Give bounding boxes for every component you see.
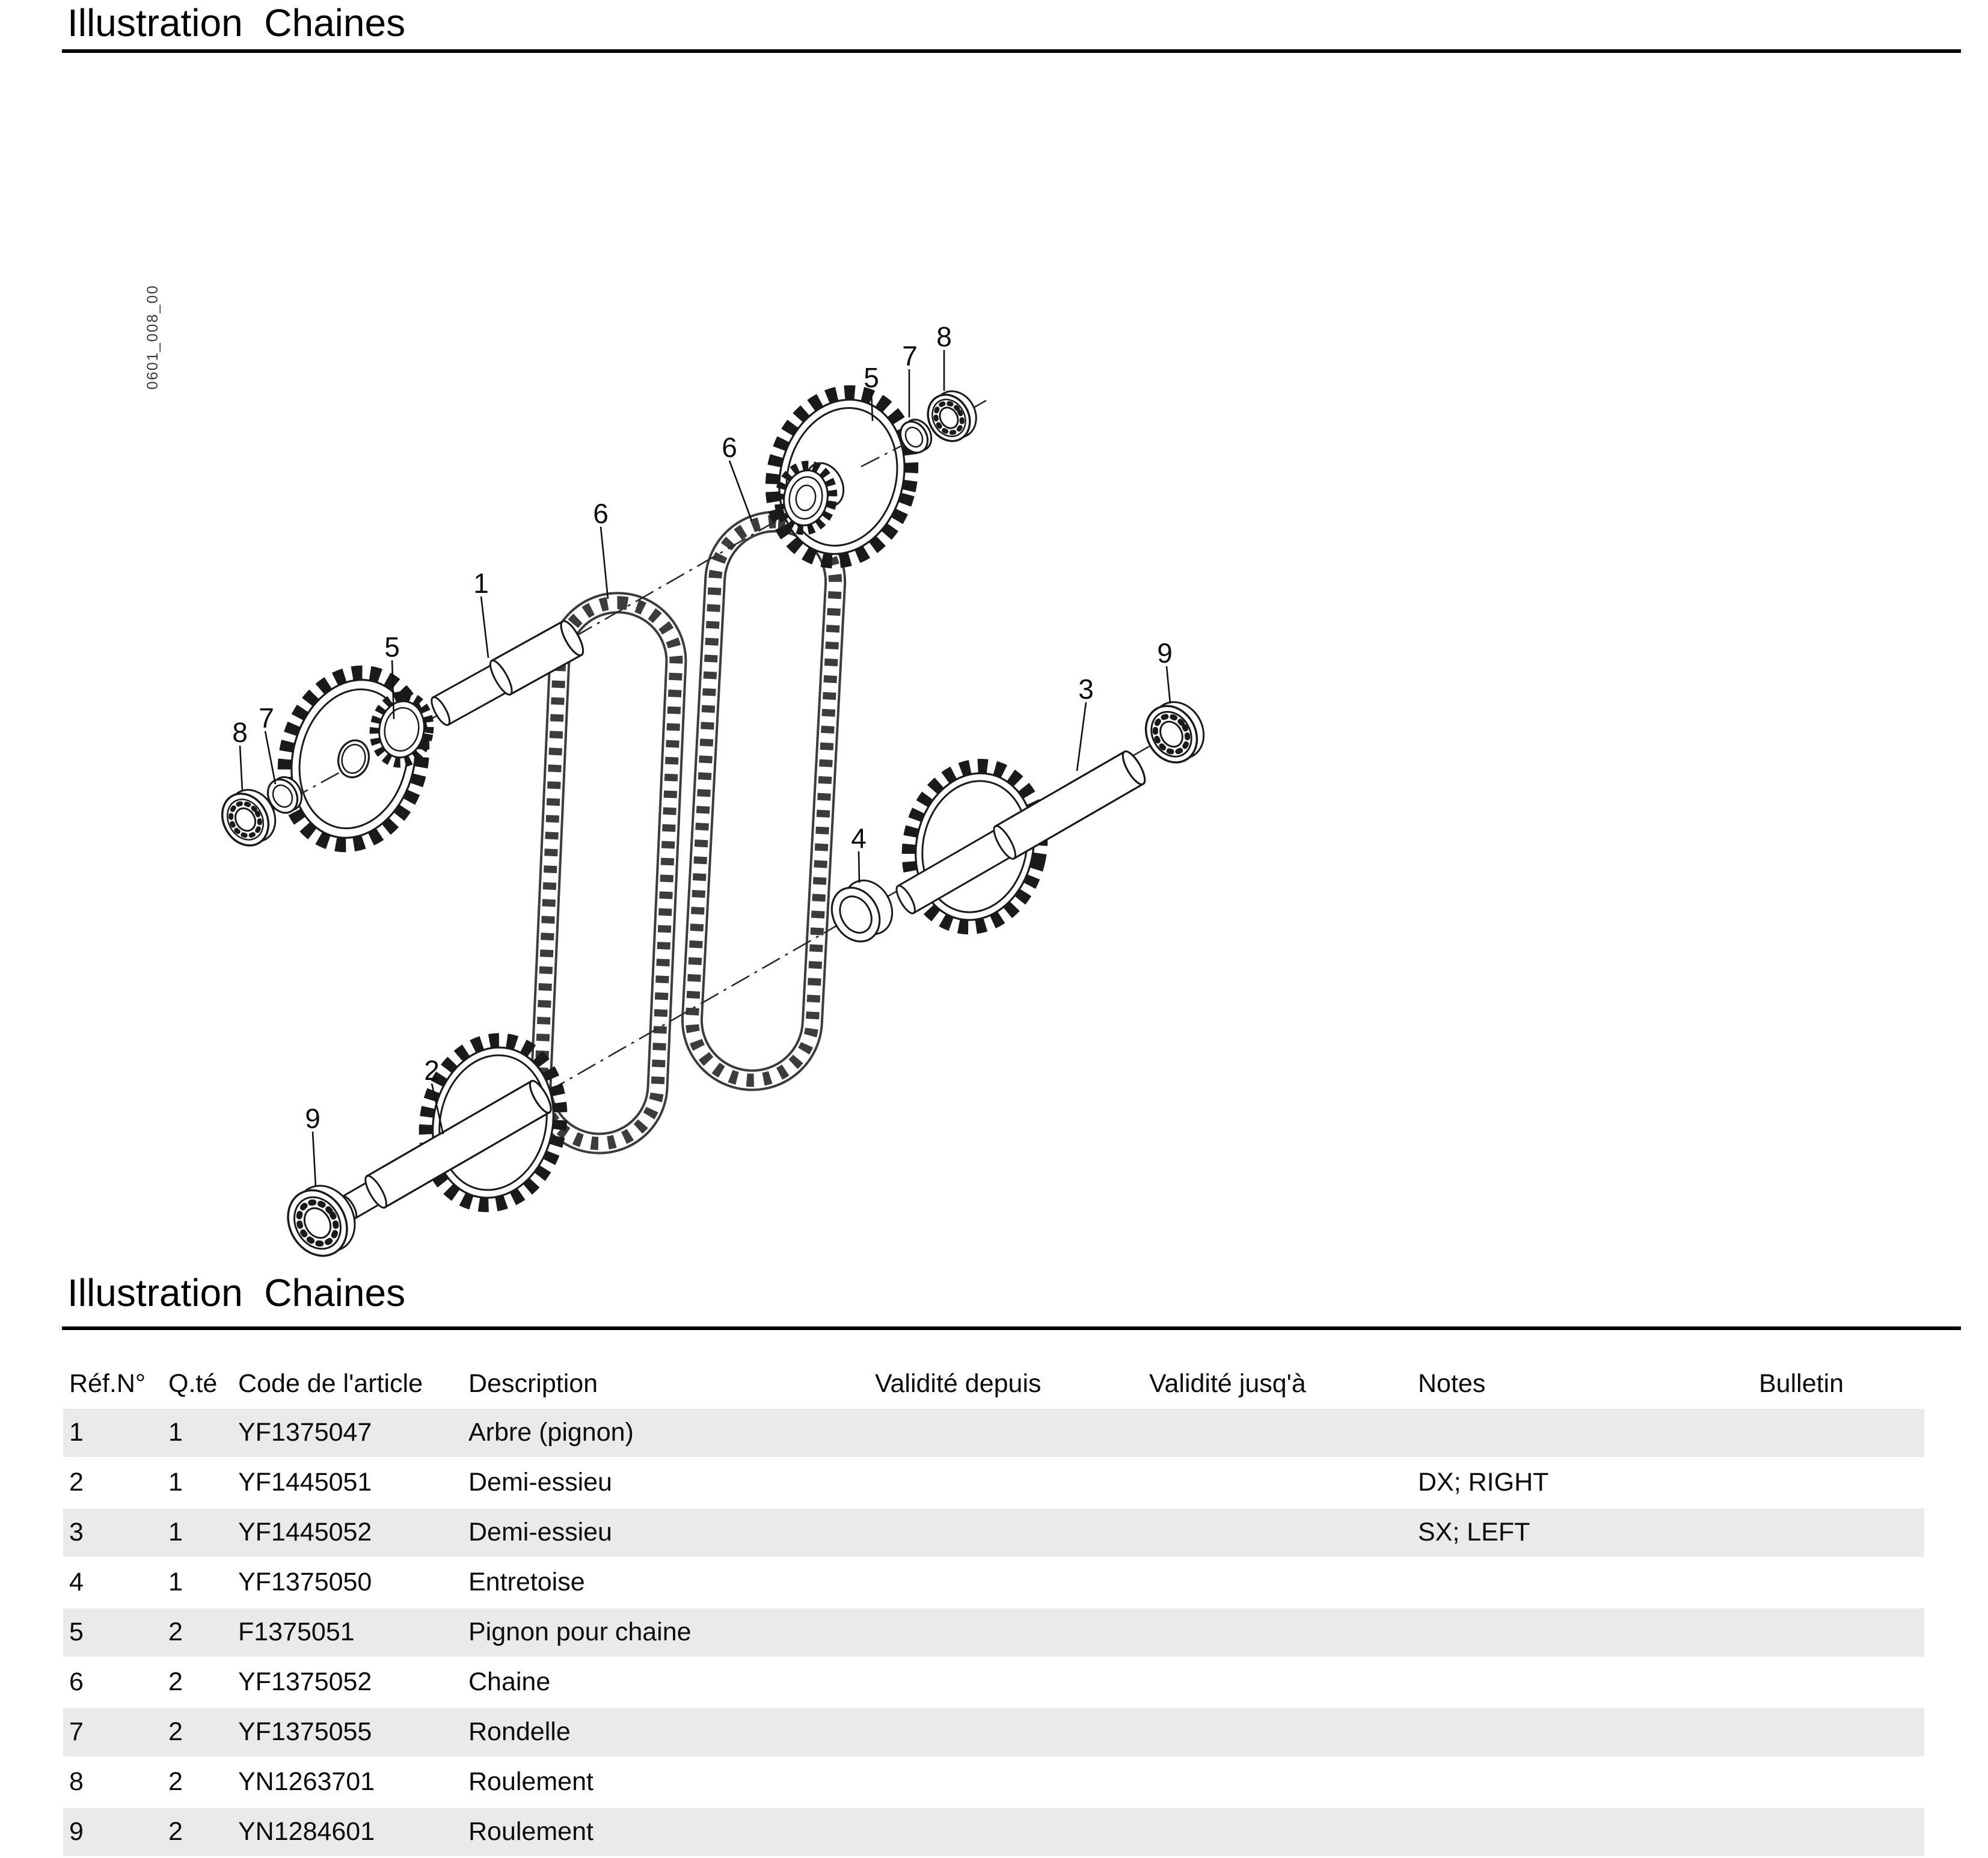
- header-valid-from: Validité depuis: [875, 1369, 1042, 1398]
- cell-qty: 1: [168, 1518, 183, 1547]
- header-notes: Notes: [1418, 1369, 1486, 1398]
- cell-qty: 2: [168, 1667, 183, 1696]
- cell-notes: SX; LEFT: [1418, 1518, 1530, 1547]
- cell-code: YN1284601: [238, 1817, 375, 1846]
- cell-code: YF1445051: [238, 1468, 372, 1497]
- cell-description: Entretoise: [468, 1568, 585, 1596]
- callout-8-left: 8: [232, 717, 248, 748]
- table-row: [63, 1608, 1924, 1658]
- cell-description: Chaine: [468, 1667, 551, 1696]
- cell-code: YN1263701: [238, 1767, 375, 1796]
- cell-code: YF1375050: [238, 1568, 372, 1596]
- chain-pinion-left: [267, 658, 440, 860]
- cell-code: F1375051: [238, 1617, 355, 1646]
- cell-qty: 2: [168, 1817, 183, 1846]
- table-row: [63, 1658, 1924, 1708]
- cell-description: Roulement: [468, 1767, 594, 1796]
- callout-5-left: 5: [384, 631, 400, 663]
- table-row: [63, 1758, 1924, 1808]
- table-row: [63, 1409, 1924, 1459]
- chain-left: [538, 600, 678, 1146]
- cell-code: YF1375055: [238, 1717, 372, 1746]
- cell-description: Pignon pour chaine: [468, 1617, 692, 1646]
- table-row: [63, 1459, 1924, 1509]
- page-title: Illustration Chaines: [67, 1, 406, 44]
- parts-table-header: [63, 1364, 1924, 1403]
- cell-ref: 7: [69, 1717, 84, 1746]
- cell-ref: 6: [69, 1667, 84, 1696]
- bearing-9-right: [1136, 693, 1214, 771]
- callout-9-right: 9: [1157, 637, 1173, 669]
- header-qty: Q.té: [168, 1369, 218, 1398]
- spacer-4: [823, 872, 902, 950]
- cell-description: Demi-essieu: [468, 1518, 612, 1547]
- callout-6-right: 6: [722, 432, 737, 463]
- cell-ref: 2: [69, 1468, 84, 1497]
- cell-code: YF1375052: [238, 1667, 372, 1696]
- bearing-9-bottom: [277, 1175, 367, 1266]
- cell-qty: 2: [168, 1767, 183, 1796]
- cell-description: Roulement: [468, 1817, 594, 1846]
- table-row: [63, 1808, 1924, 1858]
- callout-9-bottom: 9: [305, 1103, 321, 1134]
- cell-description: Arbre (pignon): [468, 1418, 634, 1447]
- cell-description: Rondelle: [468, 1717, 571, 1746]
- header-bulletin: Bulletin: [1759, 1369, 1844, 1398]
- callout-3: 3: [1078, 673, 1094, 705]
- callout-2: 2: [424, 1055, 440, 1086]
- parts-table-body: [63, 1409, 1924, 1858]
- section-title: Illustration Chaines: [67, 1271, 406, 1314]
- cell-qty: 1: [168, 1468, 183, 1497]
- section-divider: [62, 1326, 1961, 1330]
- cell-ref: 1: [69, 1418, 84, 1447]
- callout-6-left: 6: [593, 498, 609, 529]
- table-row: [63, 1708, 1924, 1758]
- callout-5-top: 5: [864, 362, 879, 393]
- chain-right: [689, 518, 838, 1083]
- chain-pinion-top: [754, 377, 930, 577]
- header-code: Code de l'article: [238, 1369, 423, 1398]
- cell-ref: 5: [69, 1617, 84, 1646]
- header-valid-to: Validité jusq'à: [1149, 1369, 1306, 1398]
- callout-7-top: 7: [902, 340, 918, 372]
- table-row: [63, 1509, 1924, 1559]
- cell-qty: 1: [168, 1418, 183, 1447]
- cell-code: YF1375047: [238, 1418, 372, 1447]
- drawing-number: 0601_008_00: [144, 284, 161, 390]
- cell-description: Demi-essieu: [468, 1468, 612, 1497]
- cell-ref: 3: [69, 1518, 84, 1547]
- callout-4: 4: [851, 823, 867, 854]
- cell-qty: 2: [168, 1717, 183, 1746]
- cell-qty: 1: [168, 1568, 183, 1596]
- table-row: [63, 1559, 1924, 1608]
- cell-code: YF1445052: [238, 1518, 372, 1547]
- callout-7-left: 7: [259, 702, 274, 734]
- cell-qty: 2: [168, 1617, 183, 1646]
- callout-8-top: 8: [936, 321, 952, 352]
- cell-ref: 8: [69, 1767, 84, 1796]
- header-ref: Réf.N°: [69, 1369, 146, 1398]
- cell-ref: 9: [69, 1817, 84, 1846]
- cell-notes: DX; RIGHT: [1418, 1468, 1549, 1497]
- header-description: Description: [468, 1369, 598, 1398]
- callout-1: 1: [473, 568, 489, 599]
- cell-ref: 4: [69, 1568, 84, 1596]
